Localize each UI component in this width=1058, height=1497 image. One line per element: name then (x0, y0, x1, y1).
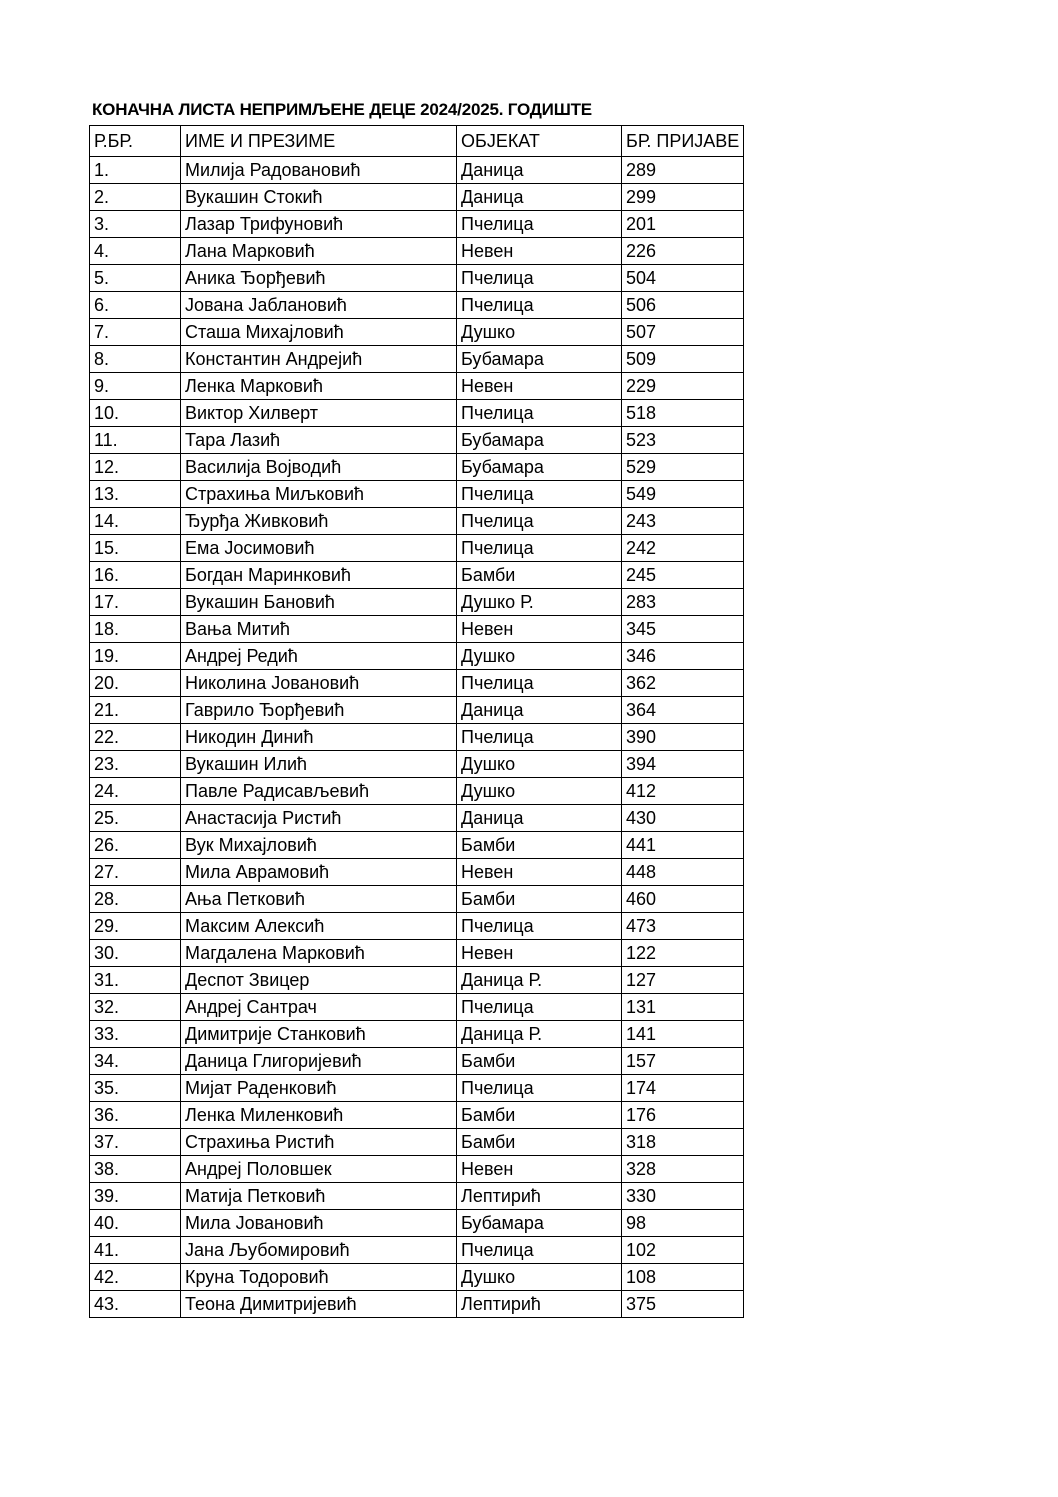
facility-cell: Пчелица (457, 265, 622, 292)
facility-cell: Пчелица (457, 1237, 622, 1264)
child-name-cell: Мила Јовановић (181, 1210, 457, 1237)
child-name-cell: Лана Марковић (181, 238, 457, 265)
table-row (90, 1183, 744, 1210)
row-number-cell: 15. (90, 535, 181, 562)
facility-cell: Душко (457, 751, 622, 778)
child-name-cell: Страхиња Миљковић (181, 481, 457, 508)
table-row (90, 535, 744, 562)
application-number-cell: 242 (622, 535, 744, 562)
application-number-cell: 98 (622, 1210, 744, 1237)
facility-cell: Невен (457, 940, 622, 967)
facility-cell: Душко (457, 319, 622, 346)
row-number-cell: 19. (90, 643, 181, 670)
application-number-cell: 328 (622, 1156, 744, 1183)
application-number-cell: 229 (622, 373, 744, 400)
application-number-cell: 448 (622, 859, 744, 886)
facility-cell: Бамби (457, 886, 622, 913)
facility-cell: Бубамара (457, 427, 622, 454)
facility-cell: Пчелица (457, 913, 622, 940)
facility-cell: Бамби (457, 1102, 622, 1129)
child-name-cell: Круна Тодоровић (181, 1264, 457, 1291)
table-row (90, 1102, 744, 1129)
table-row (90, 346, 744, 373)
table-row (90, 589, 744, 616)
table-body (90, 157, 744, 1318)
table-row (90, 778, 744, 805)
application-number-cell: 518 (622, 400, 744, 427)
row-number-cell: 34. (90, 1048, 181, 1075)
facility-cell: Пчелица (457, 994, 622, 1021)
table-row (90, 400, 744, 427)
table-row (90, 1237, 744, 1264)
header-application-number: БР. ПРИЈАВЕ (622, 126, 744, 157)
child-name-cell: Матија Петковић (181, 1183, 457, 1210)
facility-cell: Пчелица (457, 292, 622, 319)
child-name-cell: Василија Војводић (181, 454, 457, 481)
application-number-cell: 362 (622, 670, 744, 697)
child-name-cell: Вук Михајловић (181, 832, 457, 859)
facility-cell: Душко (457, 778, 622, 805)
facility-cell: Невен (457, 238, 622, 265)
application-number-cell: 157 (622, 1048, 744, 1075)
row-number-cell: 26. (90, 832, 181, 859)
row-number-cell: 1. (90, 157, 181, 184)
row-number-cell: 16. (90, 562, 181, 589)
row-number-cell: 23. (90, 751, 181, 778)
facility-cell: Бубамара (457, 1210, 622, 1237)
application-number-cell: 460 (622, 886, 744, 913)
row-number-cell: 39. (90, 1183, 181, 1210)
child-name-cell: Мијат Раденковић (181, 1075, 457, 1102)
row-number-cell: 29. (90, 913, 181, 940)
child-name-cell: Ема Јосимовић (181, 535, 457, 562)
facility-cell: Душко (457, 643, 622, 670)
application-number-cell: 506 (622, 292, 744, 319)
table-row (90, 373, 744, 400)
application-number-cell: 127 (622, 967, 744, 994)
table-row (90, 940, 744, 967)
application-number-cell: 441 (622, 832, 744, 859)
table-row (90, 211, 744, 238)
facility-cell: Бамби (457, 1048, 622, 1075)
table-row (90, 751, 744, 778)
application-number-cell: 346 (622, 643, 744, 670)
child-name-cell: Лазар Трифуновић (181, 211, 457, 238)
table-row (90, 967, 744, 994)
application-number-cell: 289 (622, 157, 744, 184)
child-name-cell: Даница Глигоријевић (181, 1048, 457, 1075)
facility-cell: Пчелица (457, 400, 622, 427)
row-number-cell: 33. (90, 1021, 181, 1048)
child-name-cell: Сташа Михајловић (181, 319, 457, 346)
row-number-cell: 22. (90, 724, 181, 751)
facility-cell: Пчелица (457, 724, 622, 751)
table-row (90, 1264, 744, 1291)
facility-cell: Пчелица (457, 1075, 622, 1102)
child-name-cell: Константин Андрејић (181, 346, 457, 373)
facility-cell: Пчелица (457, 481, 622, 508)
table-row (90, 832, 744, 859)
facility-cell: Пчелица (457, 670, 622, 697)
facility-cell: Невен (457, 859, 622, 886)
child-name-cell: Јована Јаблановић (181, 292, 457, 319)
child-name-cell: Андреј Половшек (181, 1156, 457, 1183)
facility-cell: Даница (457, 157, 622, 184)
facility-cell: Невен (457, 373, 622, 400)
row-number-cell: 9. (90, 373, 181, 400)
table-row (90, 994, 744, 1021)
child-name-cell: Тара Лазић (181, 427, 457, 454)
table-row (90, 157, 744, 184)
row-number-cell: 25. (90, 805, 181, 832)
row-number-cell: 28. (90, 886, 181, 913)
application-number-cell: 529 (622, 454, 744, 481)
table-row (90, 697, 744, 724)
facility-cell: Даница (457, 184, 622, 211)
facility-cell: Душко (457, 1264, 622, 1291)
table-row (90, 1156, 744, 1183)
row-number-cell: 6. (90, 292, 181, 319)
row-number-cell: 7. (90, 319, 181, 346)
row-number-cell: 12. (90, 454, 181, 481)
row-number-cell: 35. (90, 1075, 181, 1102)
table-row (90, 1129, 744, 1156)
row-number-cell: 13. (90, 481, 181, 508)
applicants-table (89, 125, 744, 1318)
application-number-cell: 549 (622, 481, 744, 508)
facility-cell: Пчелица (457, 535, 622, 562)
application-number-cell: 412 (622, 778, 744, 805)
row-number-cell: 31. (90, 967, 181, 994)
facility-cell: Даница Р. (457, 967, 622, 994)
child-name-cell: Вукашин Бановић (181, 589, 457, 616)
application-number-cell: 504 (622, 265, 744, 292)
table-row (90, 643, 744, 670)
facility-cell: Невен (457, 616, 622, 643)
table-row (90, 616, 744, 643)
application-number-cell: 345 (622, 616, 744, 643)
child-name-cell: Аника Ђорђевић (181, 265, 457, 292)
row-number-cell: 42. (90, 1264, 181, 1291)
application-number-cell: 330 (622, 1183, 744, 1210)
application-number-cell: 364 (622, 697, 744, 724)
row-number-cell: 32. (90, 994, 181, 1021)
facility-cell: Лептирић (457, 1291, 622, 1318)
child-name-cell: Павле Радисављевић (181, 778, 457, 805)
child-name-cell: Андреј Сантрач (181, 994, 457, 1021)
child-name-cell: Гаврило Ђорђевић (181, 697, 457, 724)
header-name: ИМЕ И ПРЕЗИМЕ (181, 126, 457, 157)
child-name-cell: Деспот Звицер (181, 967, 457, 994)
child-name-cell: Андреј Редић (181, 643, 457, 670)
application-number-cell: 318 (622, 1129, 744, 1156)
row-number-cell: 41. (90, 1237, 181, 1264)
table-row (90, 481, 744, 508)
row-number-cell: 18. (90, 616, 181, 643)
application-number-cell: 122 (622, 940, 744, 967)
child-name-cell: Николина Јовановић (181, 670, 457, 697)
application-number-cell: 201 (622, 211, 744, 238)
row-number-cell: 24. (90, 778, 181, 805)
table-row (90, 913, 744, 940)
facility-cell: Бамби (457, 562, 622, 589)
application-number-cell: 102 (622, 1237, 744, 1264)
row-number-cell: 14. (90, 508, 181, 535)
child-name-cell: Вукашин Стокић (181, 184, 457, 211)
child-name-cell: Вања Митић (181, 616, 457, 643)
table-row (90, 508, 744, 535)
facility-cell: Невен (457, 1156, 622, 1183)
application-number-cell: 174 (622, 1075, 744, 1102)
child-name-cell: Богдан Маринковић (181, 562, 457, 589)
row-number-cell: 40. (90, 1210, 181, 1237)
row-number-cell: 8. (90, 346, 181, 373)
child-name-cell: Виктор Хилверт (181, 400, 457, 427)
application-number-cell: 141 (622, 1021, 744, 1048)
application-number-cell: 394 (622, 751, 744, 778)
application-number-cell: 176 (622, 1102, 744, 1129)
child-name-cell: Ања Петковић (181, 886, 457, 913)
facility-cell: Бамби (457, 832, 622, 859)
row-number-cell: 2. (90, 184, 181, 211)
facility-cell: Пчелица (457, 508, 622, 535)
row-number-cell: 43. (90, 1291, 181, 1318)
table-row (90, 886, 744, 913)
row-number-cell: 20. (90, 670, 181, 697)
facility-cell: Бамби (457, 1129, 622, 1156)
application-number-cell: 108 (622, 1264, 744, 1291)
child-name-cell: Вукашин Илић (181, 751, 457, 778)
table-row (90, 859, 744, 886)
application-number-cell: 245 (622, 562, 744, 589)
row-number-cell: 4. (90, 238, 181, 265)
table-row (90, 427, 744, 454)
table-row (90, 292, 744, 319)
table-row (90, 265, 744, 292)
application-number-cell: 430 (622, 805, 744, 832)
row-number-cell: 30. (90, 940, 181, 967)
facility-cell: Лептирић (457, 1183, 622, 1210)
child-name-cell: Магдалена Марковић (181, 940, 457, 967)
table-row (90, 724, 744, 751)
application-number-cell: 523 (622, 427, 744, 454)
document-title: КОНАЧНА ЛИСТА НЕПРИМЉЕНЕ ДЕЦЕ 2024/2025. ГОДИШТЕ (92, 100, 592, 119)
child-name-cell: Максим Алексић (181, 913, 457, 940)
row-number-cell: 10. (90, 400, 181, 427)
row-number-cell: 37. (90, 1129, 181, 1156)
table-row (90, 1021, 744, 1048)
application-number-cell: 299 (622, 184, 744, 211)
child-name-cell: Ленка Миленковић (181, 1102, 457, 1129)
application-number-cell: 226 (622, 238, 744, 265)
table-row (90, 454, 744, 481)
application-number-cell: 509 (622, 346, 744, 373)
table-row (90, 1210, 744, 1237)
row-number-cell: 27. (90, 859, 181, 886)
header-number: Р.БР. (90, 126, 181, 157)
row-number-cell: 11. (90, 427, 181, 454)
row-number-cell: 21. (90, 697, 181, 724)
header-facility: ОБЈЕКАТ (457, 126, 622, 157)
facility-cell: Даница (457, 805, 622, 832)
facility-cell: Душко Р. (457, 589, 622, 616)
row-number-cell: 17. (90, 589, 181, 616)
row-number-cell: 38. (90, 1156, 181, 1183)
application-number-cell: 131 (622, 994, 744, 1021)
application-number-cell: 283 (622, 589, 744, 616)
facility-cell: Бубамара (457, 454, 622, 481)
row-number-cell: 3. (90, 211, 181, 238)
table-row (90, 1291, 744, 1318)
facility-cell: Пчелица (457, 211, 622, 238)
table-row (90, 805, 744, 832)
table-row (90, 319, 744, 346)
facility-cell: Даница Р. (457, 1021, 622, 1048)
child-name-cell: Јана Љубомировић (181, 1237, 457, 1264)
child-name-cell: Мила Аврамовић (181, 859, 457, 886)
child-name-cell: Ленка Марковић (181, 373, 457, 400)
facility-cell: Даница (457, 697, 622, 724)
application-number-cell: 473 (622, 913, 744, 940)
application-number-cell: 507 (622, 319, 744, 346)
application-number-cell: 375 (622, 1291, 744, 1318)
table-row (90, 238, 744, 265)
table-row (90, 670, 744, 697)
child-name-cell: Милија Радовановић (181, 157, 457, 184)
child-name-cell: Никодин Динић (181, 724, 457, 751)
facility-cell: Бубамара (457, 346, 622, 373)
child-name-cell: Анастасија Ристић (181, 805, 457, 832)
child-name-cell: Ђурђа Живковић (181, 508, 457, 535)
table-header-row (90, 126, 744, 157)
table-row (90, 562, 744, 589)
child-name-cell: Теона Димитријевић (181, 1291, 457, 1318)
child-name-cell: Димитрије Станковић (181, 1021, 457, 1048)
table-row (90, 1048, 744, 1075)
row-number-cell: 5. (90, 265, 181, 292)
row-number-cell: 36. (90, 1102, 181, 1129)
application-number-cell: 390 (622, 724, 744, 751)
table-row (90, 1075, 744, 1102)
table-row (90, 184, 744, 211)
application-number-cell: 243 (622, 508, 744, 535)
child-name-cell: Страхиња Ристић (181, 1129, 457, 1156)
